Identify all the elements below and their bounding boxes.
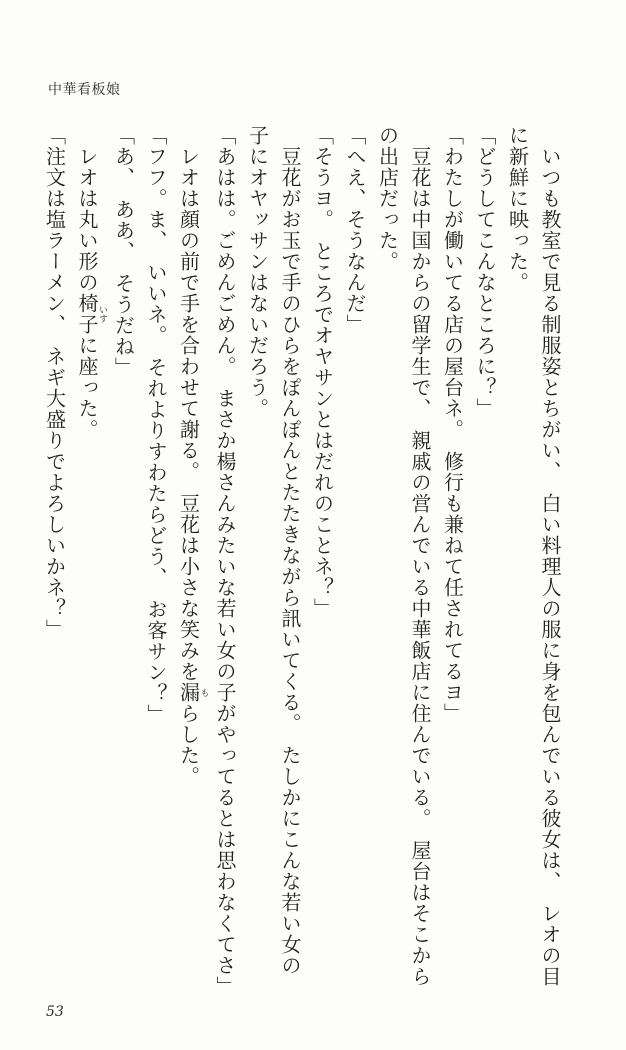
text-column: いつも教室で見る制服姿とちがい、 白い料理人の服に身を包んでいる彼女は、 レオの目 — [538, 146, 562, 987]
body-text — [42, 125, 566, 1015]
furigana: も — [198, 682, 209, 703]
text-column: 「フフ。ま、 いいネ。 それよりすわたらどう、 お客サン？」 — [144, 125, 168, 725]
text-column: 子にオヤッサンはないだろう。 — [245, 125, 270, 419]
furigana: いす — [97, 293, 107, 335]
text-column: 「へえ、そうなんだ」 — [343, 125, 367, 335]
text-column: レオは丸い形の椅子いすに座った。 — [75, 146, 107, 440]
text-column: 「どうしてこんなところに？」 — [473, 125, 497, 419]
page-number: 53 — [46, 1004, 64, 1020]
text-column: 豆花は中国からの留学生で、 親戚の営んでいる中華飯店に住んでいる。 屋台はそこから — [408, 146, 432, 987]
ruby-annotated-word: 椅子いす — [75, 293, 107, 335]
running-header: 中華看板娘 — [48, 82, 121, 98]
text-column: 「わたしが働いてる店の屋台ネ。 修行も兼ねて任されてるヨ」 — [440, 125, 465, 724]
text-column: に新鮮に映った。 — [505, 125, 530, 293]
ruby-annotated-word: 漏も — [176, 682, 209, 703]
text-column: 「そうヨ。 ところでオヤサンとはだれのことネ？」 — [310, 125, 335, 619]
text-column: 豆花がお玉で手のひらをぽんぽんとたたきながら訊いてくる。 たしかにこんな若い女の — [278, 146, 302, 976]
text-column: の出店だった。 — [375, 125, 400, 272]
text-column: レオは顔の前で手を合わせて謝る。 豆花は小さな笑みを漏もらした。 — [176, 146, 209, 787]
text-column: 「注文は塩ラーメン、 ネギ大盛りでよろしいかネ？」 — [42, 125, 67, 640]
text-column: 「あはは。ごめんごめん。 まさか楊さんみたいな若い女の子がやってるとは思わなくてさ」 — [213, 125, 237, 997]
text-column: 「あ、 ああ、 そうだね」 — [111, 125, 136, 378]
